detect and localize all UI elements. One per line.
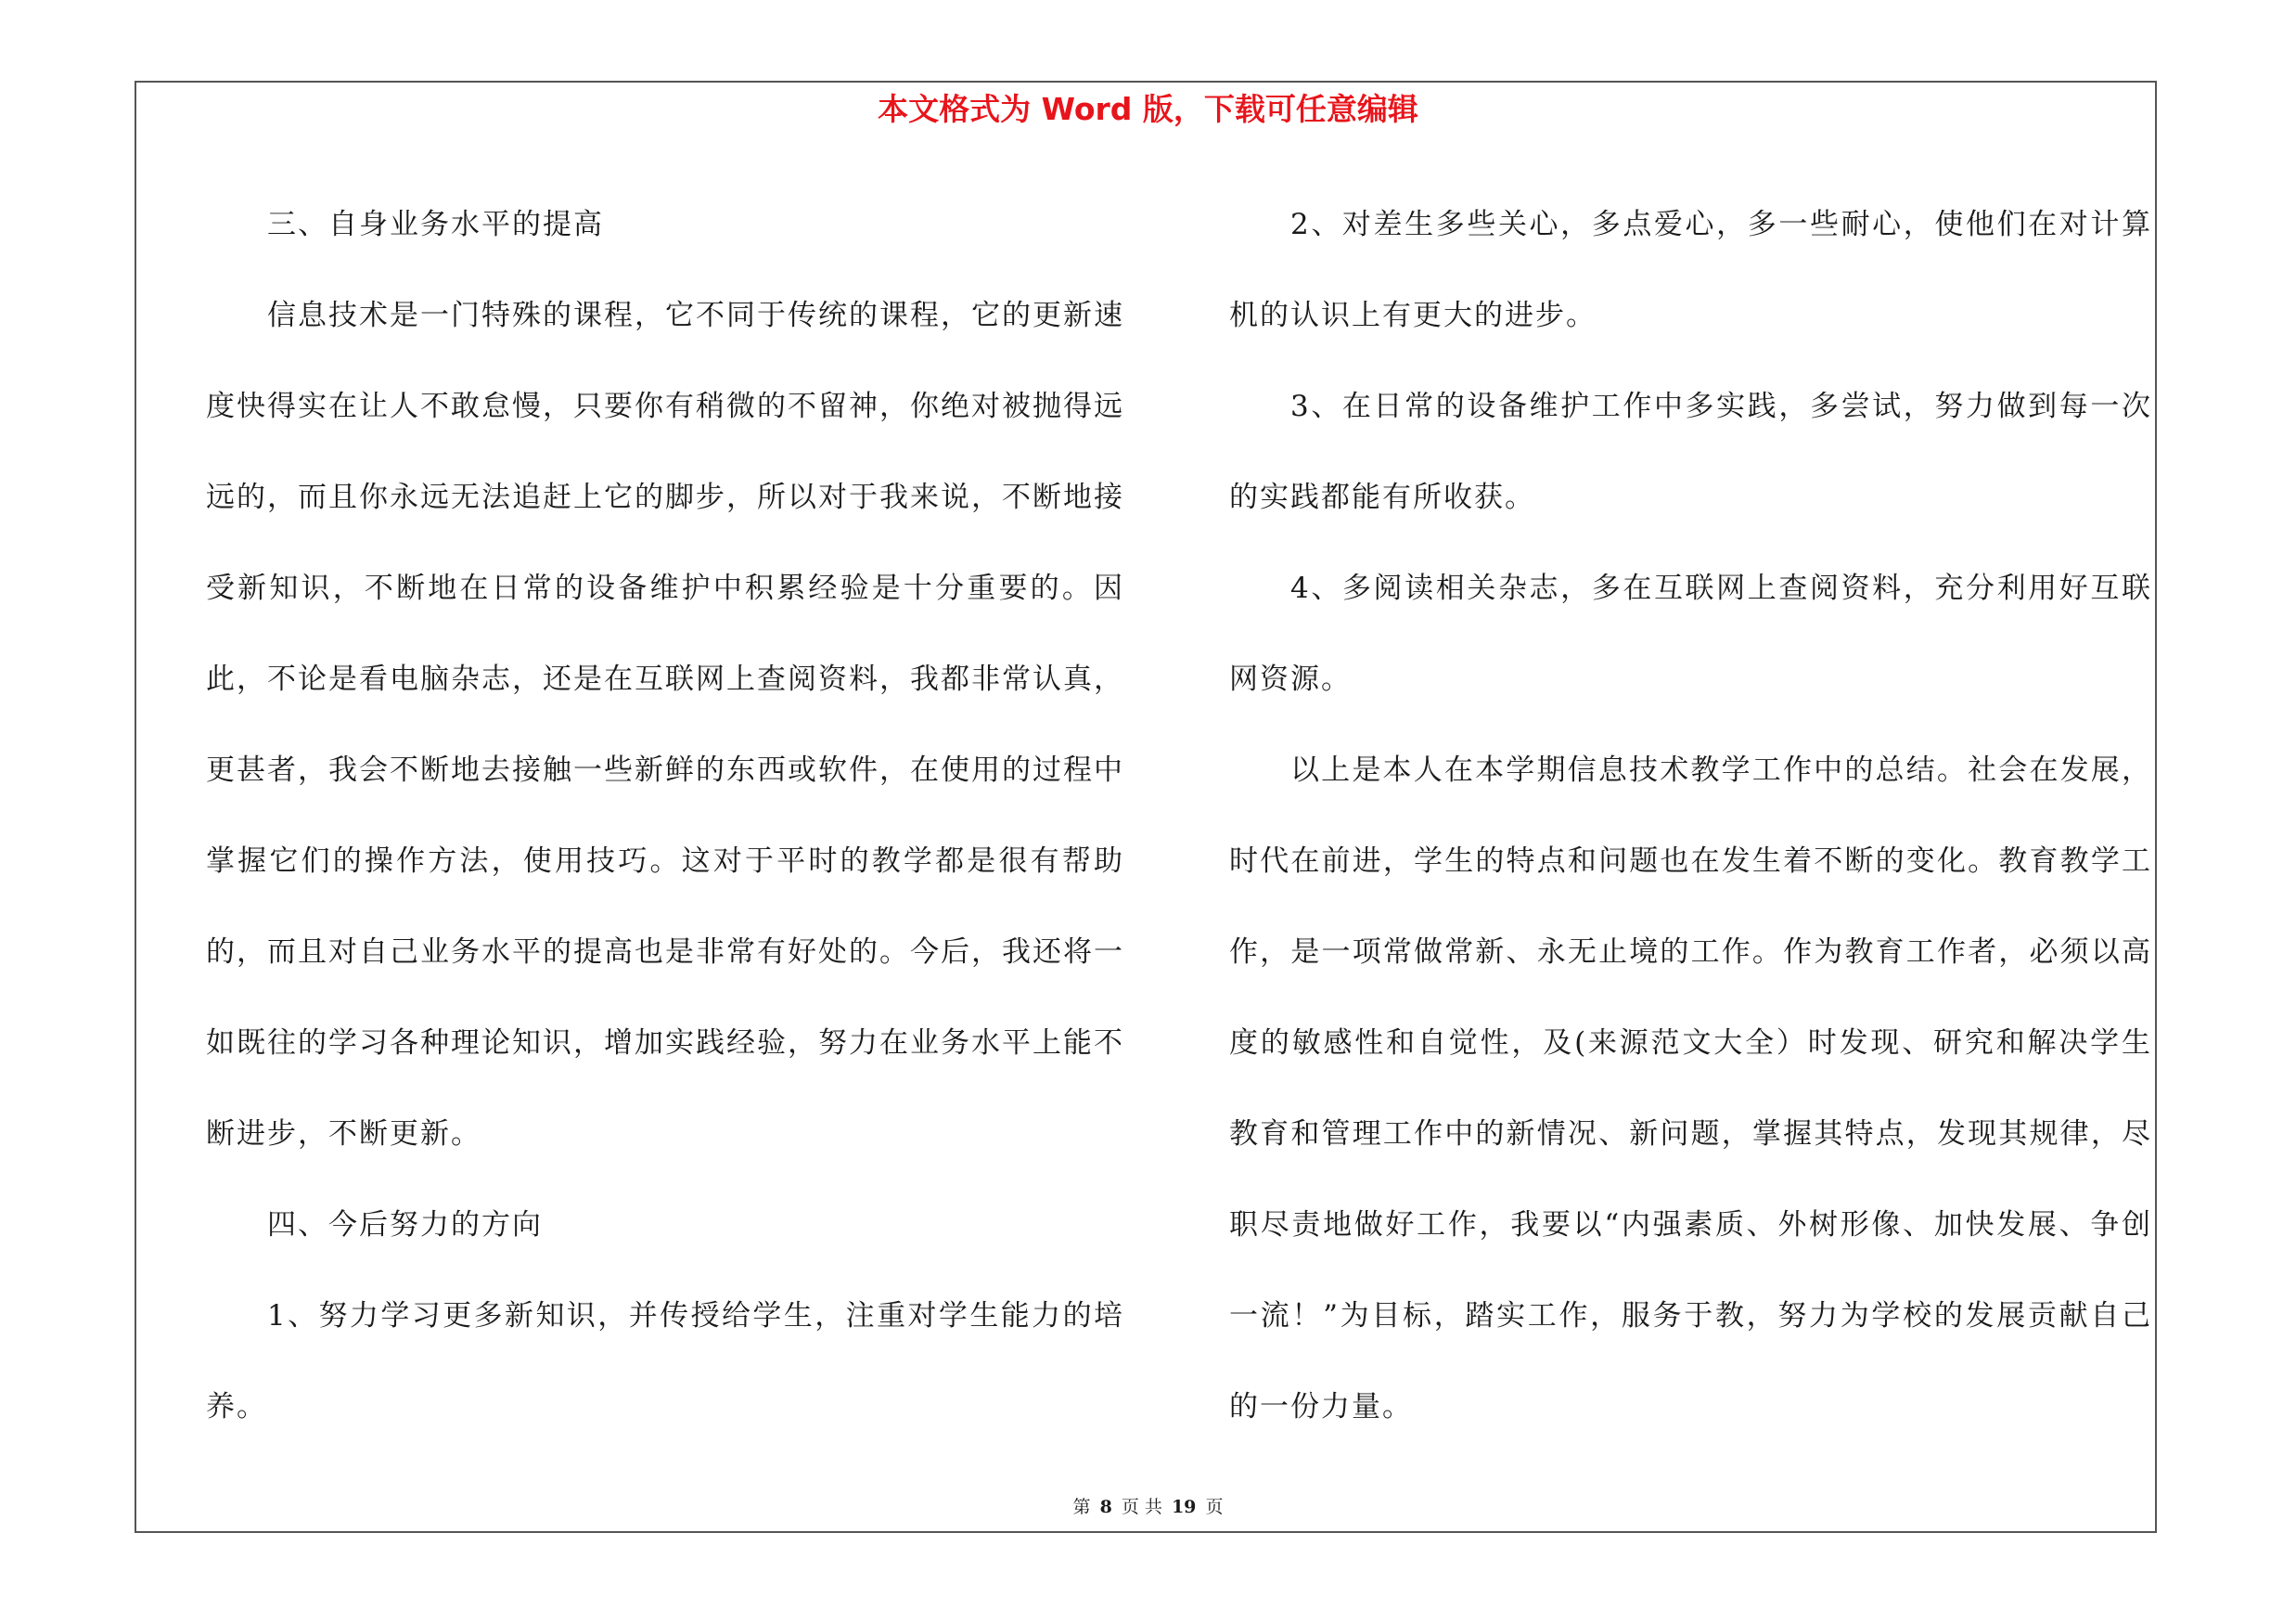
right-column xyxy=(1229,179,2152,1452)
footer-prefix: 第 xyxy=(1072,1497,1091,1517)
list-item: 3、在日常的设备维护工作中多实践，多尝试，努力做到每一次的实践都能有所收获。 xyxy=(1229,390,2152,514)
list-item: 1、努力学习更多新知识，并传授给学生，注重对学生能力的培养。 xyxy=(206,1299,1124,1423)
section-heading: 四、今后努力的方向 xyxy=(267,1208,543,1242)
list-item: 2、对差生多些关心，多点爱心，多一些耐心，使他们在对计算机的认识上有更大的进步。 xyxy=(1229,208,2152,332)
current-page-number: 8 xyxy=(1099,1497,1112,1517)
left-column xyxy=(206,179,1124,1452)
body-paragraph: 以上是本人在本学期信息技术教学工作中的总结。社会在发展，时代在前进，学生的特点和问题也在发生着不断的变化。教育教学工作，是一项常做常新、永无止境的工作。作为教育工作者，必须以高度的敏感性和自觉性，及(来源范文大全）时发现、研究和解决学生教育和管理工作中的新情况、新问题，掌握其特点，发现其规律，尽职尽责地做好工作，我要以“内强素质、外树形像、加快发展、争创一流！”为目标，踏实工作，服务于教，努力为学校的发展贡献自己的一份力量。 xyxy=(1229,754,2152,1423)
page-footer xyxy=(0,1493,2296,1518)
total-pages-number: 19 xyxy=(1171,1497,1197,1517)
format-notice: 本文格式为 Word 版，下载可任意编辑 xyxy=(878,91,1418,127)
footer-middle: 页 共 xyxy=(1121,1497,1162,1517)
list-item: 4、多阅读相关杂志，多在互联网上查阅资料，充分利用好互联网资源。 xyxy=(1229,572,2152,696)
body-paragraph: 信息技术是一门特殊的课程，它不同于传统的课程，它的更新速度快得实在让人不敢怠慢，只要你有稍微的不留神，你绝对被抛得远远的，而且你永远无法追赶上它的脚步，所以对于我来说，不断地接受新知识，不断地在日常的设备维护中积累经验是十分重要的。因此，不论是看电脑杂志，还是在互联网上查阅资料，我都非常认真，更甚者，我会不断地去接触一些新鲜的东西或软件，在使用的过程中掌握它们的操作方法，使用技巧。这对于平时的教学都是很有帮助的，而且对自己业务水平的提高也是非常有好处的。今后，我还将一如既往的学习各种理论知识，增加实践经验，努力在业务水平上能不断进步，不断更新。 xyxy=(206,299,1124,1151)
footer-suffix: 页 xyxy=(1205,1497,1224,1517)
section-heading: 三、自身业务水平的提高 xyxy=(267,208,604,241)
